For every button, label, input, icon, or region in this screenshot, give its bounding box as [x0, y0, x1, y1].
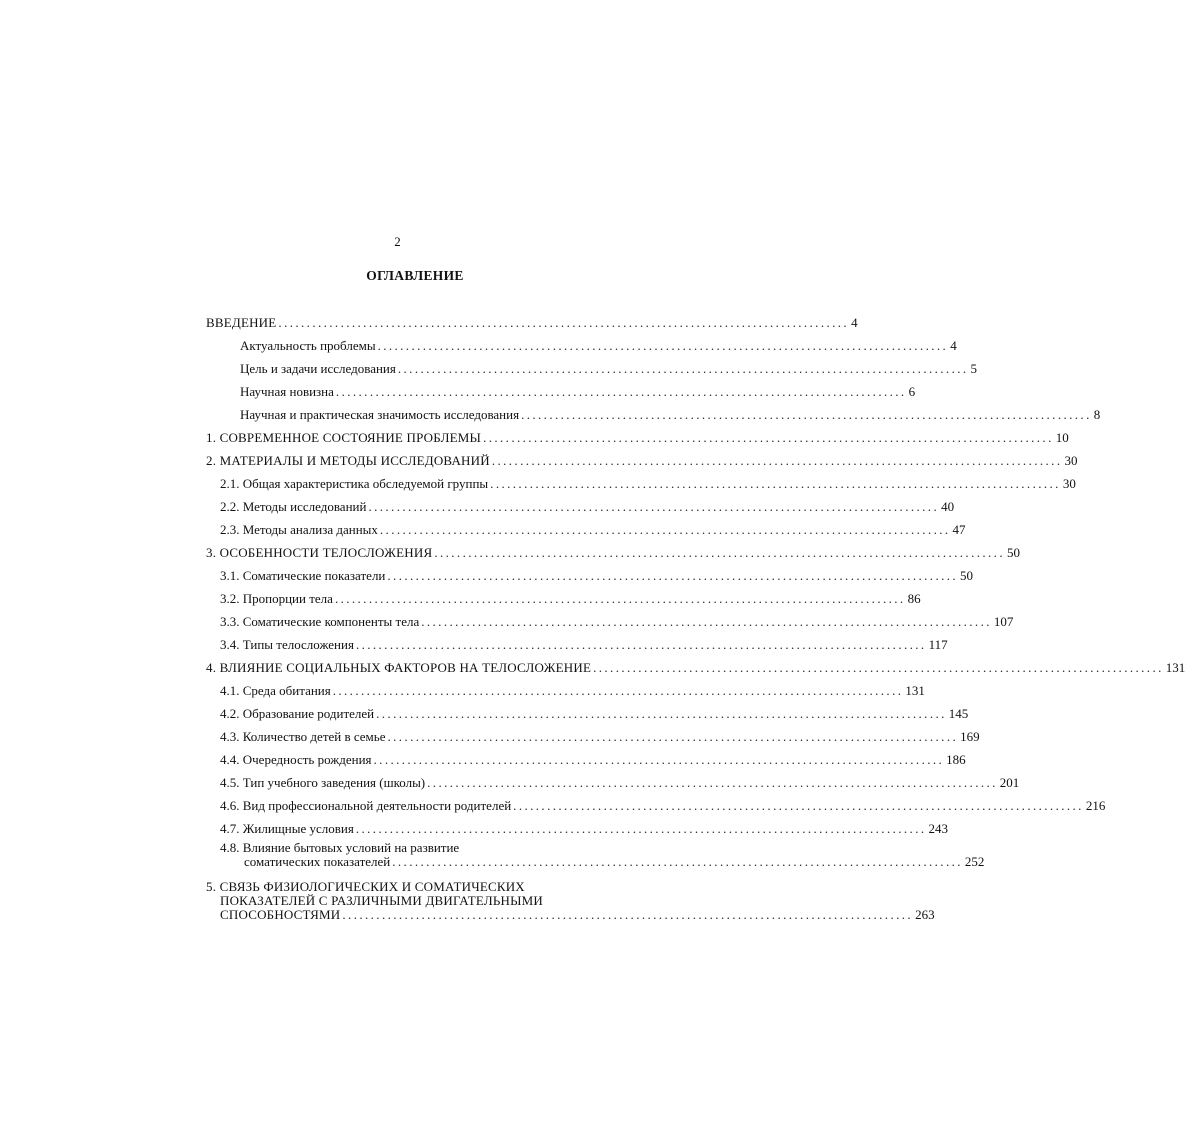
toc-entry-label-line: 5. СВЯЗЬ ФИЗИОЛОГИЧЕСКИХ И СОМАТИЧЕСКИХ: [206, 879, 525, 894]
toc-entry[interactable]: 3.1. Соматические показатели ..................................................................................................... 50: [220, 568, 974, 583]
toc-entry-page: 145: [948, 706, 969, 721]
toc-entry-label: 3.3. Соматические компоненты тела: [220, 614, 420, 629]
toc-entry[interactable]: 3.3. Соматические компоненты тела ..................................................................................................... 107: [220, 614, 1014, 629]
toc-entry-label: 3.1. Соматические показатели: [220, 568, 386, 583]
toc-entry[interactable]: Цель и задачи исследования ..................................................................................................... 5: [240, 361, 978, 376]
toc-entry[interactable]: Научная и практическая значимость исследования ..................................................................................................... 8: [240, 407, 1101, 422]
toc-entry-page: 30: [1064, 453, 1078, 468]
toc-entry-page: 4: [851, 315, 858, 330]
toc-entry[interactable]: 4.4. Очередность рождения ..................................................................................................... 186: [220, 752, 966, 767]
toc-entry-label: 4.4. Очередность рождения: [220, 752, 372, 767]
toc-entry[interactable]: Актуальность проблемы ..................................................................................................... 4: [240, 338, 957, 353]
toc-entry-page: 50: [960, 568, 974, 583]
toc-entry-label: 2.1. Общая характеристика обследуемой группы: [220, 476, 489, 491]
toc-entry-page: 40: [941, 499, 955, 514]
toc-entry-label: Научная и практическая значимость исследования: [240, 407, 520, 422]
toc-entry-label: 4.7. Жилищные условия: [220, 821, 354, 836]
toc-entry[interactable]: 3.4. Типы телосложения ..................................................................................................... 117: [220, 637, 948, 652]
toc-entry-page: 169: [960, 729, 980, 744]
toc-entry-page: 201: [999, 775, 1020, 790]
toc-entry-page: 131: [905, 683, 925, 698]
toc-entry-label: 4.6. Вид профессиональной деятельности родителей: [220, 798, 512, 813]
toc-entry-page: 30: [1062, 476, 1076, 491]
toc-entry-page: 131: [1165, 660, 1185, 675]
toc-entry-label: 3.4. Типы телосложения: [220, 637, 354, 652]
toc-entry-label: ВВЕДЕНИЕ: [206, 315, 277, 330]
toc-entry[interactable]: 4.5. Тип учебного заведения (школы) ..................................................................................................... 201: [220, 775, 1020, 790]
toc-entry-label: 4.5. Тип учебного заведения (школы): [220, 775, 426, 790]
toc-entry-label: 3. ОСОБЕННОСТИ ТЕЛОСЛОЖЕНИЯ: [206, 545, 433, 560]
toc-entry[interactable]: 4.3. Количество детей в семье ..................................................................................................... 169: [220, 729, 980, 744]
toc-entry[interactable]: 4.1. Среда обитания ..................................................................................................... 131: [220, 683, 925, 698]
toc-entry-label: 3.2. Пропорции тела: [220, 591, 333, 606]
toc-entry-page: 5: [970, 361, 978, 376]
toc-entry-page: 8: [1093, 407, 1101, 422]
toc-entry-page: 4: [950, 338, 957, 353]
toc-entry[interactable]: 4. ВЛИЯНИЕ СОЦИАЛЬНЫХ ФАКТОРОВ НА ТЕЛОСЛОЖЕНИЕ ..................................................................................................... 131: [206, 660, 1185, 675]
toc-entry[interactable]: 4.8. Влияние бытовых условий на развитие соматических показателей ..................................................................................................... 252: [220, 840, 985, 869]
toc-entry-page: 186: [946, 752, 966, 767]
toc-entry-page: 117: [928, 637, 948, 652]
toc-entry[interactable]: ВВЕДЕНИЕ ..................................................................................................... 4: [206, 315, 858, 330]
toc-entry[interactable]: 4.7. Жилищные условия ..................................................................................................... 243: [220, 821, 949, 836]
toc-entry-label: соматических показателей: [244, 854, 391, 869]
toc-entry-page: 10: [1055, 430, 1069, 445]
toc-entry-label: 4.2. Образование родителей: [220, 706, 375, 721]
toc-entry[interactable]: 5. СВЯЗЬ ФИЗИОЛОГИЧЕСКИХ И СОМАТИЧЕСКИХ ПОКАЗАТЕЛЕЙ С РАЗЛИЧНЫМИ ДВИГАТЕЛЬНЫМИ СПОСОБНОСТЯМИ ..................................................................................................... 263: [206, 879, 935, 922]
page-number: 2: [394, 234, 401, 249]
toc-entry-page: 107: [993, 614, 1014, 629]
toc-entry-label: 4. ВЛИЯНИЕ СОЦИАЛЬНЫХ ФАКТОРОВ НА ТЕЛОСЛОЖЕНИЕ: [206, 660, 592, 675]
toc-entry[interactable]: 4.2. Образование родителей ..................................................................................................... 145: [220, 706, 969, 721]
toc-entry[interactable]: 2.1. Общая характеристика обследуемой группы ..................................................................................................... 30: [220, 476, 1076, 491]
toc-entry-label: 2. МАТЕРИАЛЫ И МЕТОДЫ ИССЛЕДОВАНИЙ: [206, 453, 490, 468]
toc-entry-page: 86: [907, 591, 921, 606]
toc-entry-label: 4.1. Среда обитания: [220, 683, 331, 698]
toc-entry[interactable]: 2.3. Методы анализа данных ..................................................................................................... 47: [220, 522, 966, 537]
toc-entry-page: 243: [928, 821, 949, 836]
toc-entry[interactable]: 3.2. Пропорции тела ..................................................................................................... 86: [220, 591, 921, 606]
toc-entry-label: 4.3. Количество детей в семье: [220, 729, 386, 744]
toc-entry-page: 47: [952, 522, 966, 537]
toc-entry[interactable]: 1. СОВРЕМЕННОЕ СОСТОЯНИЕ ПРОБЛЕМЫ ..................................................................................................... 10: [206, 430, 1069, 445]
toc-entry-page: 263: [915, 907, 935, 922]
toc-entry-label: Актуальность проблемы: [240, 338, 376, 353]
toc-entry-label: 1. СОВРЕМЕННОЕ СОСТОЯНИЕ ПРОБЛЕМЫ: [206, 430, 482, 445]
toc-entry-page: 50: [1006, 545, 1020, 560]
toc-entry[interactable]: 4.6. Вид профессиональной деятельности родителей ..................................................................................................... 216: [220, 798, 1106, 813]
toc-entry-label: СПОСОБНОСТЯМИ: [220, 907, 341, 922]
toc-title: ОГЛАВЛЕНИЕ: [366, 268, 464, 283]
toc-entry-page: 216: [1085, 798, 1106, 813]
toc-entry-label: 2.2. Методы исследований: [220, 499, 367, 514]
toc-entry[interactable]: Научная новизна ..................................................................................................... 6: [240, 384, 916, 399]
toc-entry-label: Научная новизна: [240, 384, 334, 399]
toc-entry-label: Цель и задачи исследования: [240, 361, 396, 376]
toc-entry[interactable]: 2. МАТЕРИАЛЫ И МЕТОДЫ ИССЛЕДОВАНИЙ ..................................................................................................... 30: [206, 453, 1078, 468]
toc-entry-page: 252: [964, 854, 985, 869]
toc-entry-label: 2.3. Методы анализа данных: [220, 522, 378, 537]
toc-entry[interactable]: 2.2. Методы исследований ..................................................................................................... 40: [220, 499, 955, 514]
toc-entry-label-line: 4.8. Влияние бытовых условий на развитие: [220, 840, 460, 855]
toc-entry-label-line: ПОКАЗАТЕЛЕЙ С РАЗЛИЧНЫМИ ДВИГАТЕЛЬНЫМИ: [220, 893, 543, 908]
toc-entry-page: 6: [908, 384, 916, 399]
toc-entry[interactable]: 3. ОСОБЕННОСТИ ТЕЛОСЛОЖЕНИЯ ..................................................................................................... 50: [206, 545, 1020, 560]
